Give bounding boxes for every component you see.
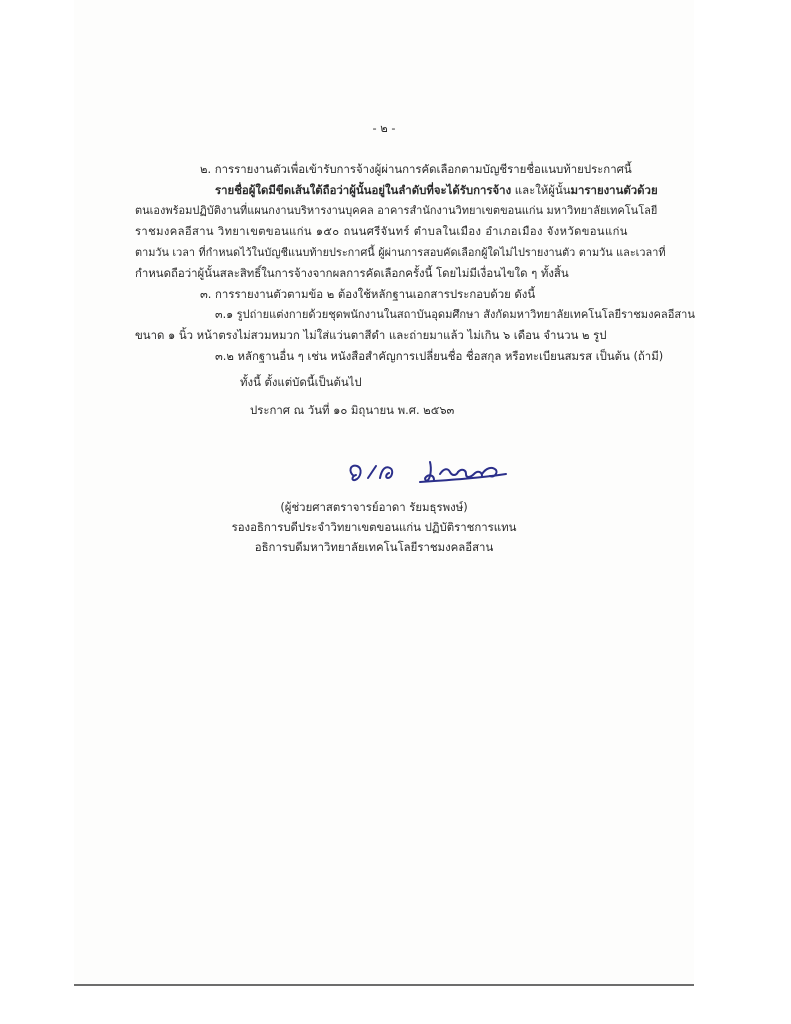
item2-line3: ตนเองพร้อมปฏิบัติงานที่แผนกงานบริหารงานบุคคล อาคารสำนักงานวิทยาเขตขอนแก่น มหาวิทยาลัยเทคโนโลยี [135, 204, 658, 217]
signer-position-2: อธิการบดีมหาวิทยาลัยเทคโนโลยีราชมงคลอีสาน [254, 540, 494, 554]
page-number: - ๒ - [372, 121, 396, 135]
announce-date: ประกาศ ณ วันที่ ๑๐ มิถุนายน พ.ศ. ๒๕๖๓ [250, 403, 455, 417]
document-page [74, 0, 694, 986]
item2-and-text: และให้ผู้นั้น [511, 183, 571, 197]
signer-name: (ผู้ช่วยศาสตราจารย์อาดา รัยมธุรพงษ์) [280, 500, 468, 514]
item2-line6: กำหนดถือว่าผู้นั้นสละสิทธิ์ในการจ้างจากผลการคัดเลือกครั้งนี้ โดยไม่มีเงื่อนไขใด ๆ ทั้งสิ้น [135, 266, 569, 280]
item2-line5: ตามวัน เวลา ที่กำหนดไว้ในบัญชีแนบท้ายประกาศนี้ ผู้ผ่านการสอบคัดเลือกผู้ใดไม่ไปรายงานตัว ตามวัน และเวลาที่ [135, 246, 666, 259]
item3-sub1-line2: ขนาด ๑ นิ้ว หน้าตรงไม่สวมหมวก ไม่ใส่แว่นตาสีดำ และถ่ายมาแล้ว ไม่เกิน ๖ เดือน จำนวน ๒ รูป [135, 328, 607, 342]
item2-report-text: มารายงานตัวด้วย [570, 183, 658, 197]
item2-underline-note: รายชื่อผู้ใดมีขีดเส้นใต้ถือว่าผู้นั้นอยู่ในลำดับที่จะได้รับการจ้าง [215, 183, 512, 197]
item2-line2 [215, 183, 658, 197]
item3-heading: ๓. การรายงานตัวตามข้อ ๒ ต้องใช้หลักฐานเอกสารประกอบด้วย ดังนี้ [200, 287, 536, 301]
item3-sub1-line1: ๓.๑ รูปถ่ายแต่งกายด้วยชุดพนักงานในสถาบันอุดมศึกษา สังกัดมหาวิทยาลัยเทคโนโลยีราชมงคลอีสาน [215, 308, 695, 321]
item2-heading: ๒. การรายงานตัวเพื่อเข้ารับการจ้างผู้ผ่านการคัดเลือกตามบัญชีรายชื่อแนบท้ายประกาศนี้ [200, 162, 632, 176]
item2-line4: ราชมงคลอีสาน วิทยาเขตขอนแก่น ๑๕๐ ถนนศรีจันทร์ ตำบลในเมือง อำเภอเมือง จังหวัดขอนแก่น [135, 225, 628, 238]
effective-statement: ทั้งนี้ ตั้งแต่บัดนี้เป็นต้นไป [240, 375, 362, 389]
signer-position-1: รองอธิการบดีประจำวิทยาเขตขอนแก่น ปฏิบัติราชการแทน [231, 520, 517, 534]
item3-sub2: ๓.๒ หลักฐานอื่น ๆ เช่น หนังสือสำคัญการเปลี่ยนชื่อ ชื่อสกุล หรือทะเบียนสมรส เป็นต้น (ถ้ามี) [215, 349, 664, 363]
